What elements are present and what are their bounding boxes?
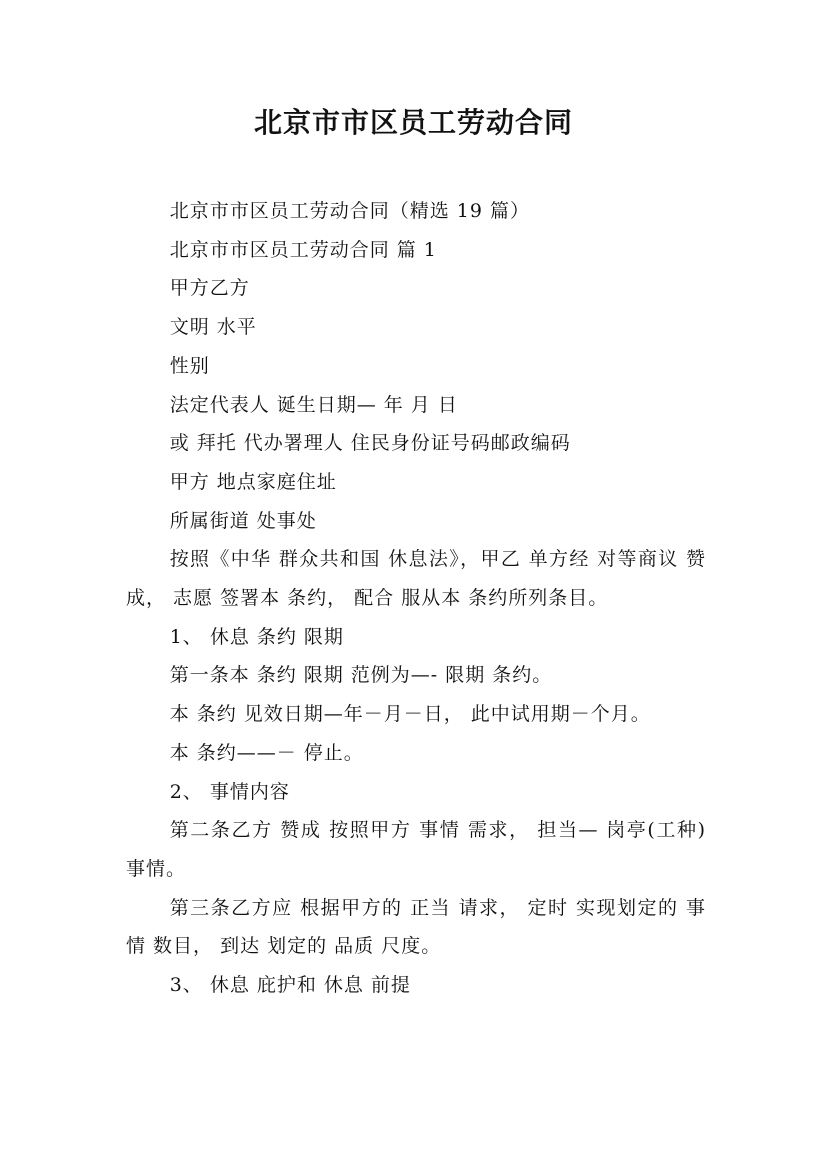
section-heading: 3、 休息 庇护和 休息 前提 (169, 974, 411, 997)
document-title: 北京市市区员工劳动合同 (253, 106, 573, 139)
paragraph: 本 条约——－ 停止。 (169, 741, 364, 764)
paragraph: 文明 水平 (169, 316, 257, 339)
section-heading: 2、 事情内容 (169, 780, 290, 803)
paragraph: 所属街道 处事处 (169, 509, 317, 532)
section-heading: 1、 休息 条约 限期 (169, 625, 344, 648)
paragraph: 法定代表人 诞生日期— 年 月 日 (169, 393, 458, 416)
paragraph: 按照《中华 群众共和国 休息法》，甲乙 单方经 对等商议 赞成， 志愿 签署本 条约， 配合 服从本 条约所列条目。 (126, 548, 706, 610)
document-body (126, 192, 714, 1005)
paragraph: 甲方乙方 (169, 277, 250, 300)
paragraph: 第二条乙方 赞成 按照甲方 事情 需求， 担当— 岗亭(工种) 事情。 (126, 819, 714, 880)
paragraph: 第一条本 条约 限期 范例为—- 限期 条约。 (169, 664, 553, 687)
paragraph: 甲方 地点家庭住址 (169, 470, 337, 493)
paragraph: 第三条乙方应 根据甲方的 正当 请求， 定时 实现划定的 事情 数目， 到达 划定的 品质 尺度。 (126, 896, 706, 958)
paragraph: 北京市市区员工劳动合同（精选 19 篇） (169, 200, 530, 222)
paragraph: 本 条约 见效日期—年－月－日， 此中试用期－个月。 (169, 703, 651, 726)
paragraph: 或 拜托 代办署理人 住民身份证号码邮政编码 (169, 432, 571, 455)
paragraph: 性别 (169, 354, 210, 377)
paragraph: 北京市市区员工劳动合同 篇 1 (169, 238, 437, 261)
